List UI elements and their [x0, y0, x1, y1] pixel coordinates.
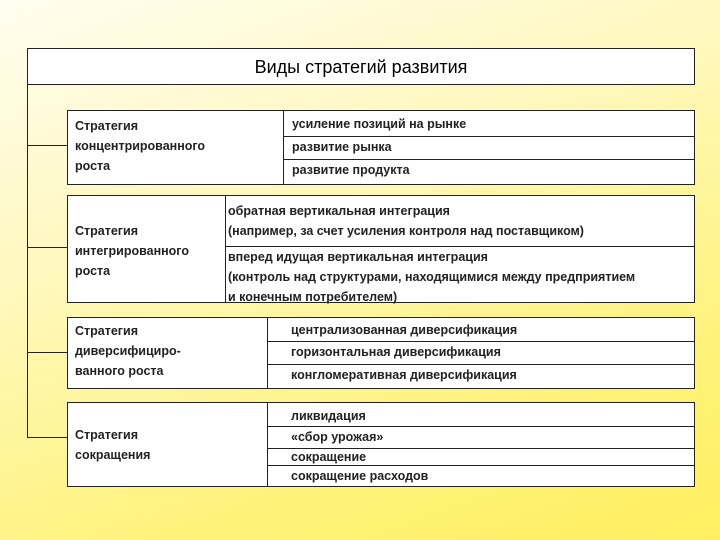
connector-branch [27, 247, 67, 248]
strategy-item: «сбор урожая» [268, 427, 694, 449]
name-line: Стратегия [75, 224, 138, 238]
strategy-name [68, 111, 284, 184]
connector-branch [27, 352, 67, 353]
strategy-item: сокращение расходов [291, 469, 429, 483]
strategy-item: усиление позиций на рынке [284, 114, 694, 137]
strategy-item: развитие рынка [284, 137, 694, 160]
diagram-title: Виды стратегий развития [27, 48, 695, 85]
item-line: вперед идущая вертикальная интеграция [228, 250, 488, 264]
connector-branch [27, 437, 67, 438]
item-line: и конечным потребителем) [228, 290, 398, 304]
strategy-items [268, 403, 694, 486]
name-line: интегрированного [75, 244, 189, 258]
strategy-concentrated-growth [67, 110, 695, 185]
connector-trunk [27, 84, 28, 438]
strategy-items [226, 196, 694, 302]
connector-branch [27, 145, 67, 146]
strategy-name [68, 403, 268, 486]
name-line: концентрированного [75, 139, 206, 153]
strategy-item [226, 201, 694, 247]
item-line: (например, за счет усиления контроля над поставщиком) [228, 224, 584, 238]
item-line: обратная вертикальная интеграция [228, 204, 450, 218]
name-line: Стратегия [75, 428, 138, 442]
strategy-items [284, 111, 694, 184]
strategy-name [68, 196, 226, 302]
name-line: роста [75, 159, 111, 173]
name-line: диверсифициро- [75, 344, 181, 358]
strategy-item [226, 247, 694, 307]
strategy-item: конгломеративная диверсификация [291, 368, 517, 382]
strategy-items [268, 318, 694, 388]
strategy-integrated-growth [67, 195, 695, 303]
strategy-diversified-growth [67, 317, 695, 389]
name-line: Стратегия [75, 324, 138, 338]
strategy-item: развитие продукта [292, 163, 410, 177]
strategy-item: ликвидация [268, 406, 694, 427]
strategy-item: сокращение [268, 449, 694, 466]
name-line: роста [75, 264, 111, 278]
strategy-item: централизованная диверсификация [268, 320, 694, 342]
item-line: (контроль над структурами, находящимися между предприятием [228, 270, 636, 284]
name-line: Стратегия [75, 119, 138, 133]
strategy-reduction [67, 402, 695, 487]
name-line: ванного роста [75, 364, 164, 378]
strategy-name [68, 318, 268, 388]
strategy-item: горизонтальная диверсификация [268, 342, 694, 365]
name-line: сокращения [75, 448, 151, 462]
